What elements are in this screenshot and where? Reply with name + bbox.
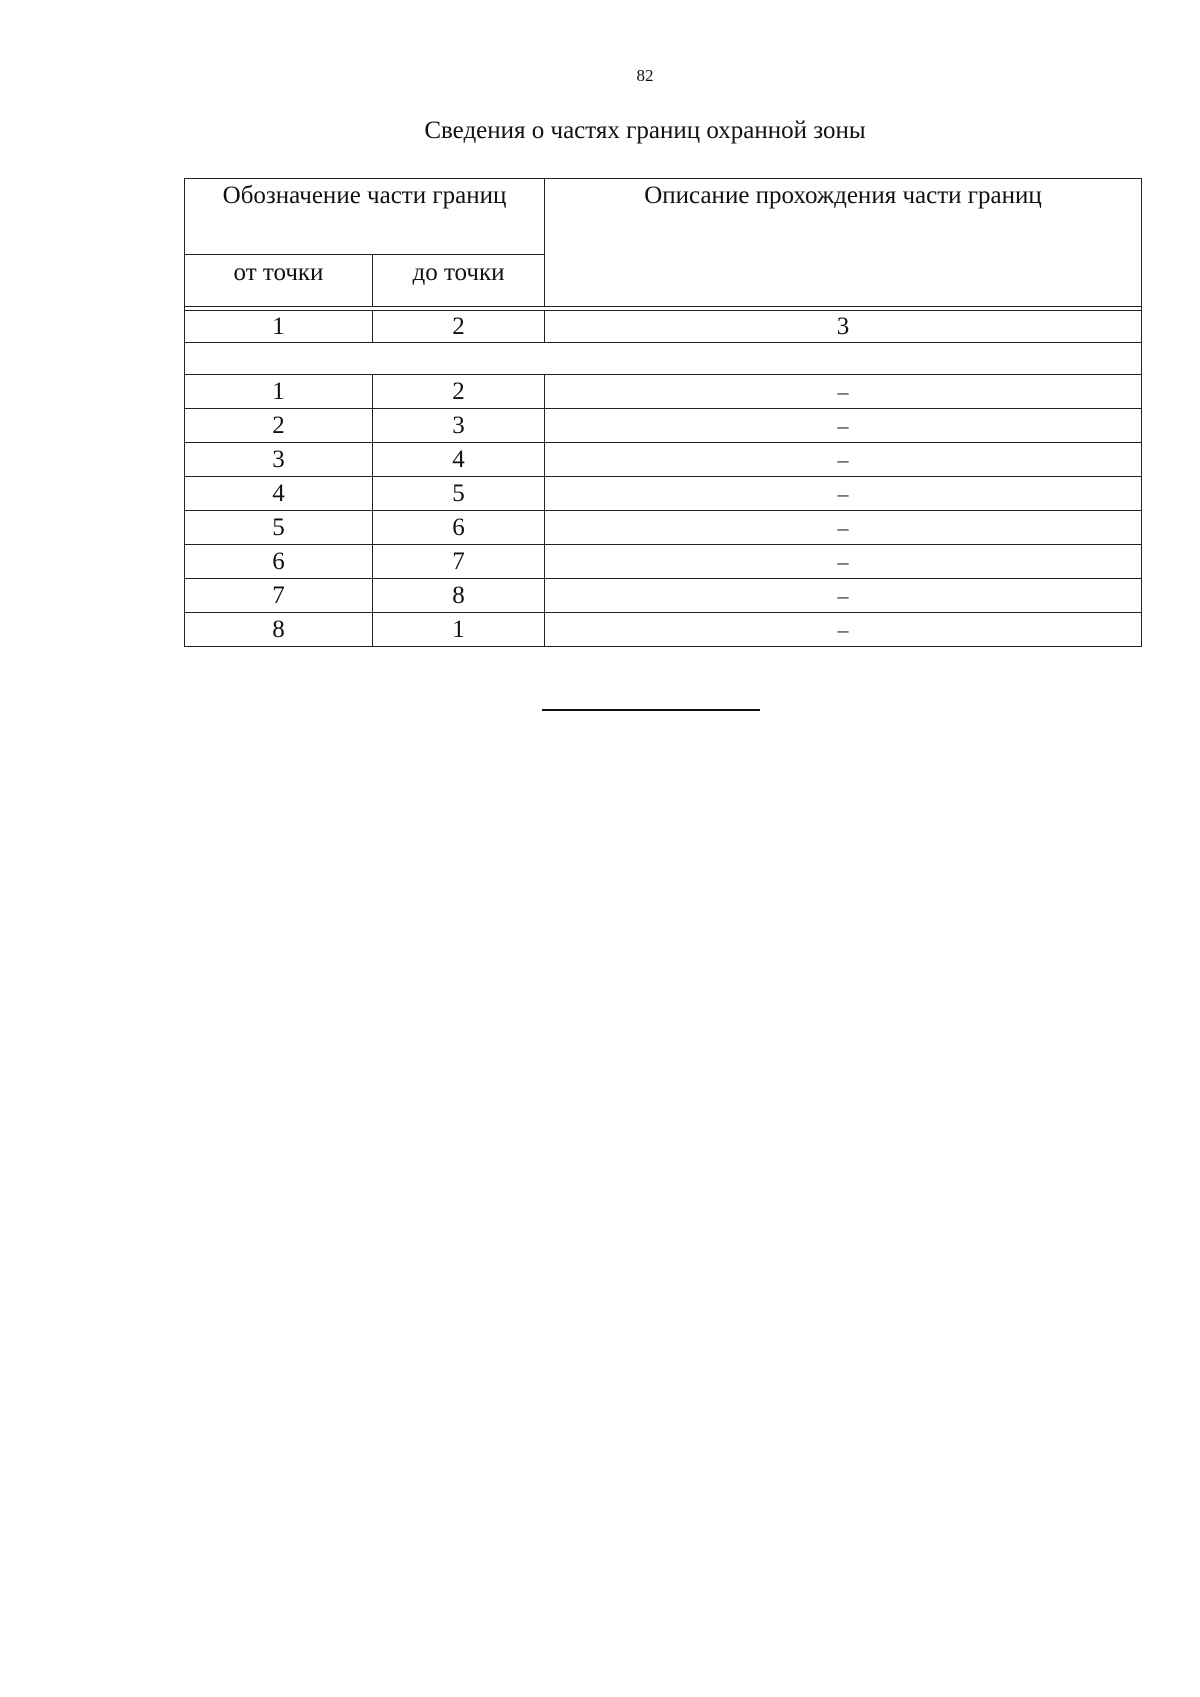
from-point-cell: 6 [185,545,373,579]
table-row [185,477,1142,511]
table-row [185,409,1142,443]
table-header-row [185,179,1142,255]
from-point-cell: 1 [185,375,373,409]
to-point-cell: 3 [373,409,545,443]
page-number: 82 [636,66,654,85]
description-cell: – [545,613,1142,647]
from-point-cell: 2 [185,409,373,443]
to-point-cell: 7 [373,545,545,579]
description-cell: – [545,443,1142,477]
to-point-cell: 6 [373,511,545,545]
table-row [185,511,1142,545]
table-row [185,545,1142,579]
column-number-2: 2 [373,311,545,343]
table-row [185,443,1142,477]
from-point-cell: 4 [185,477,373,511]
column-number-row [185,311,1142,343]
from-point-cell: 8 [185,613,373,647]
header-designation: Обозначение части границ [185,179,545,255]
description-cell: – [545,477,1142,511]
column-number-3: 3 [545,311,1142,343]
description-cell: – [545,409,1142,443]
end-separator-line [542,709,760,711]
to-point-cell: 4 [373,443,545,477]
document-title: Сведения о частях границ охранной зоны [424,117,866,144]
table-row [185,375,1142,409]
blank-row [185,343,1142,375]
from-point-cell: 5 [185,511,373,545]
boundary-parts-table [184,178,1142,647]
to-point-cell: 2 [373,375,545,409]
column-number-1: 1 [185,311,373,343]
header-from-point: от точки [185,255,373,307]
from-point-cell: 7 [185,579,373,613]
description-cell: – [545,375,1142,409]
header-to-point: до точки [373,255,545,307]
to-point-cell: 5 [373,477,545,511]
table-row [185,613,1142,647]
to-point-cell: 1 [373,613,545,647]
description-cell: – [545,579,1142,613]
from-point-cell: 3 [185,443,373,477]
description-cell: – [545,511,1142,545]
header-description: Описание прохождения части границ [545,179,1142,307]
description-cell: – [545,545,1142,579]
to-point-cell: 8 [373,579,545,613]
table-row [185,579,1142,613]
